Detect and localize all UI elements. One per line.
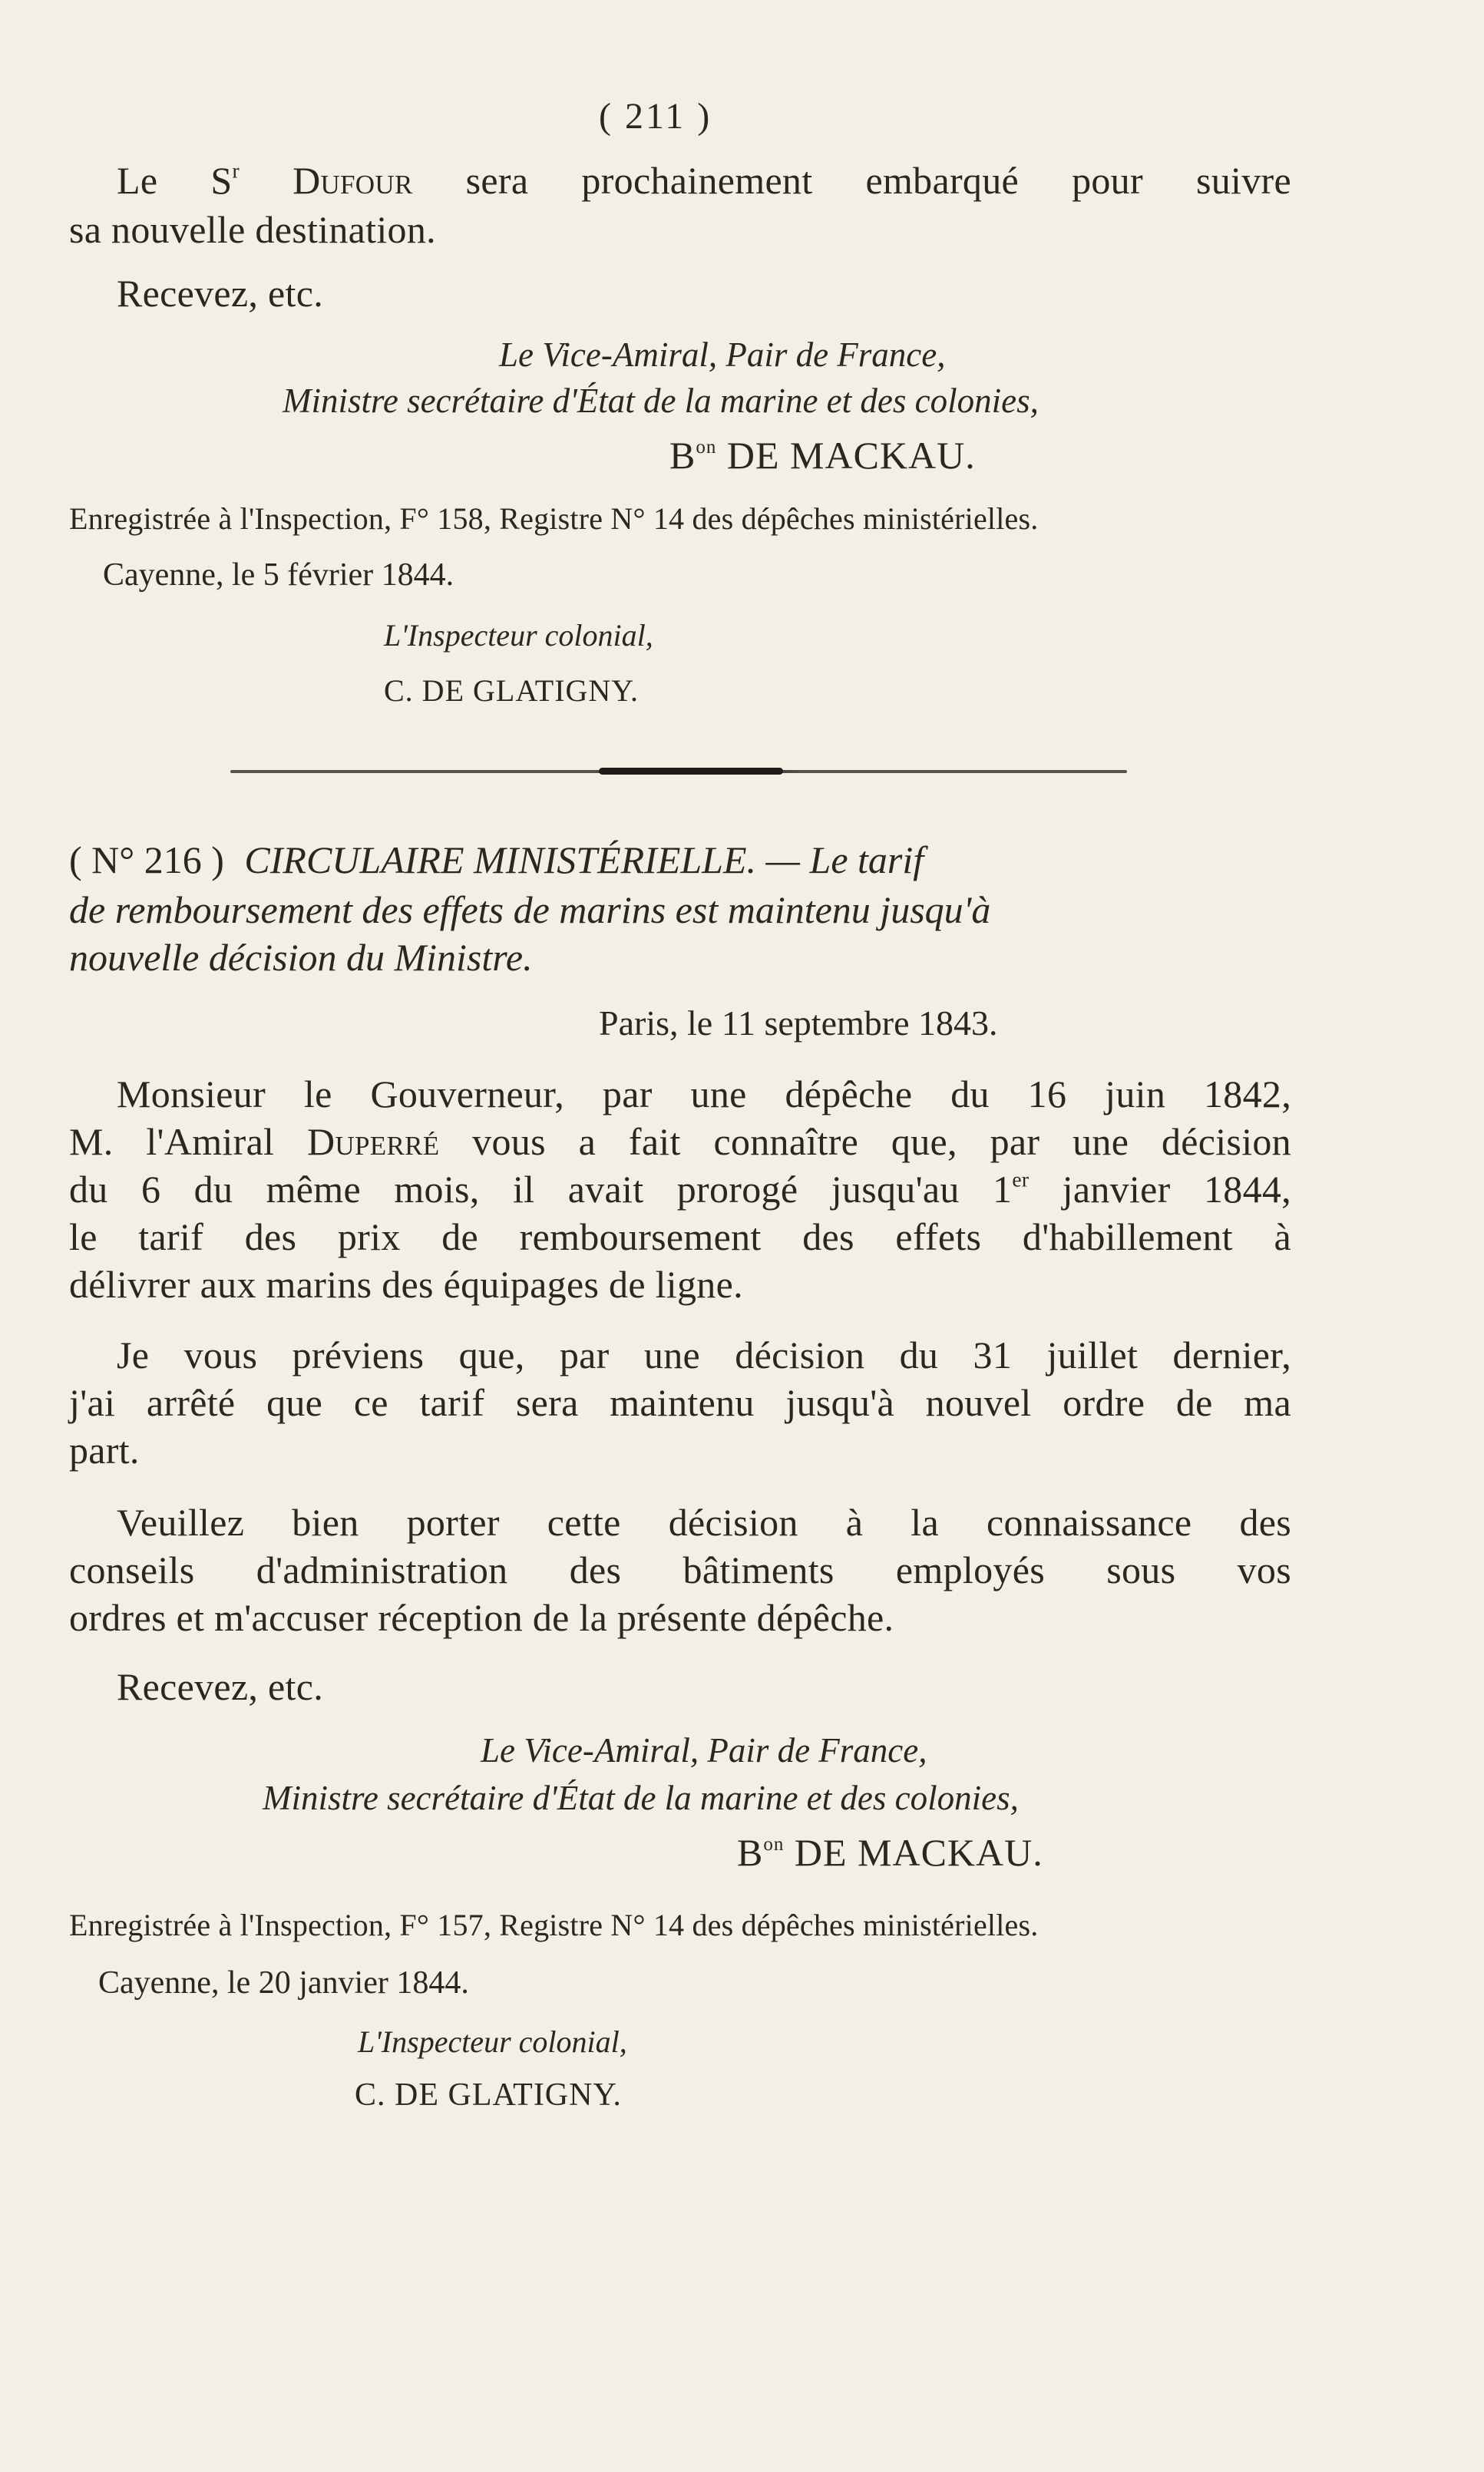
paragraph-line: j'ai arrêté que ce tarif sera maintenu jusqu'à nouvel ordre de ma: [69, 1381, 1291, 1424]
registration-note: Enregistrée à l'Inspection, F° 158, Registre N° 14 des dépêches ministérielles.: [69, 501, 1039, 536]
letter-text-line-content: Le $S^r$ Dufour sera prochainement embarqué pour suivre: [117, 158, 1291, 202]
closing-formula: Recevez, etc.: [117, 272, 323, 315]
signature-title: Ministre secrétaire d'État de la marine et des colonies,: [263, 1779, 1019, 1817]
section-separator-ornament: [599, 768, 783, 775]
paragraph-line: délivrer aux marins des équipages de ligne.: [69, 1263, 743, 1306]
circular-summary-line: nouvelle décision du Ministre.: [69, 936, 533, 979]
letter-text-line: sa nouvelle destination.: [69, 208, 436, 251]
person-name: Dufour: [293, 159, 413, 202]
signature-title: Le Vice-Amiral, Pair de France,: [481, 1731, 927, 1770]
inspector-title: L'Inspecteur colonial,: [384, 618, 653, 653]
paragraph-line: ordres et m'accuser réception de la présente dépêche.: [69, 1596, 894, 1639]
circular-date: Paris, le 11 septembre 1843.: [599, 1003, 998, 1043]
circular-number: ( N° 216 ): [69, 838, 224, 881]
place-date: Cayenne, le 5 février 1844.: [103, 557, 454, 593]
paragraph-line: Veuillez bien porter cette décision à la connaissance des: [117, 1501, 1291, 1544]
signature-title: Le Vice-Amiral, Pair de France,: [499, 335, 946, 374]
paragraph-line: Monsieur le Gouverneur, par une dépêche du 16 juin 1842,: [117, 1072, 1291, 1115]
signature-name: $B^{on}$ DE MACKAU.: [737, 1831, 1043, 1874]
paragraph-line: le tarif des prix de remboursement des effets d'habillement à: [69, 1215, 1291, 1258]
place-date: Cayenne, le 20 janvier 1844.: [98, 1965, 469, 2001]
paragraph-line: Je vous préviens que, par une décision du 31 juillet dernier,: [117, 1333, 1291, 1376]
circular-title: CIRCULAIRE MINISTÉRIELLE.: [244, 838, 757, 881]
paragraph-line: du 6 du même mois, il avait prorogé jusqu'au 1er janvier 1844,: [69, 1167, 1291, 1211]
signature-name: $B^{on}$ DE MACKAU.: [669, 434, 976, 477]
circular-summary: — Le tarif: [756, 838, 924, 881]
paragraph-line: part.: [69, 1429, 140, 1472]
inspector-name: C. DE GLATIGNY.: [355, 2077, 622, 2113]
circular-summary-line: de remboursement des effets de marins est maintenu jusqu'à: [69, 888, 991, 931]
person-name: Duperré: [307, 1120, 440, 1163]
paragraph-line: conseils d'administration des bâtiments employés sous vos: [69, 1548, 1291, 1591]
signature-title: Ministre secrétaire d'État de la marine et des colonies,: [283, 382, 1039, 420]
inspector-title: L'Inspecteur colonial,: [358, 2024, 627, 2059]
closing-formula: Recevez, etc.: [117, 1665, 323, 1708]
paragraph-line: M. l'Amiral Duperré vous a fait connaître que, par une décision: [69, 1120, 1291, 1163]
page-number: ( 211 ): [599, 96, 712, 137]
letter-text-line: [117, 158, 1291, 202]
registration-note: Enregistrée à l'Inspection, F° 157, Registre N° 14 des dépêches ministérielles.: [69, 1908, 1039, 1942]
inspector-name: C. DE GLATIGNY.: [384, 673, 640, 708]
circular-heading: [69, 838, 924, 881]
